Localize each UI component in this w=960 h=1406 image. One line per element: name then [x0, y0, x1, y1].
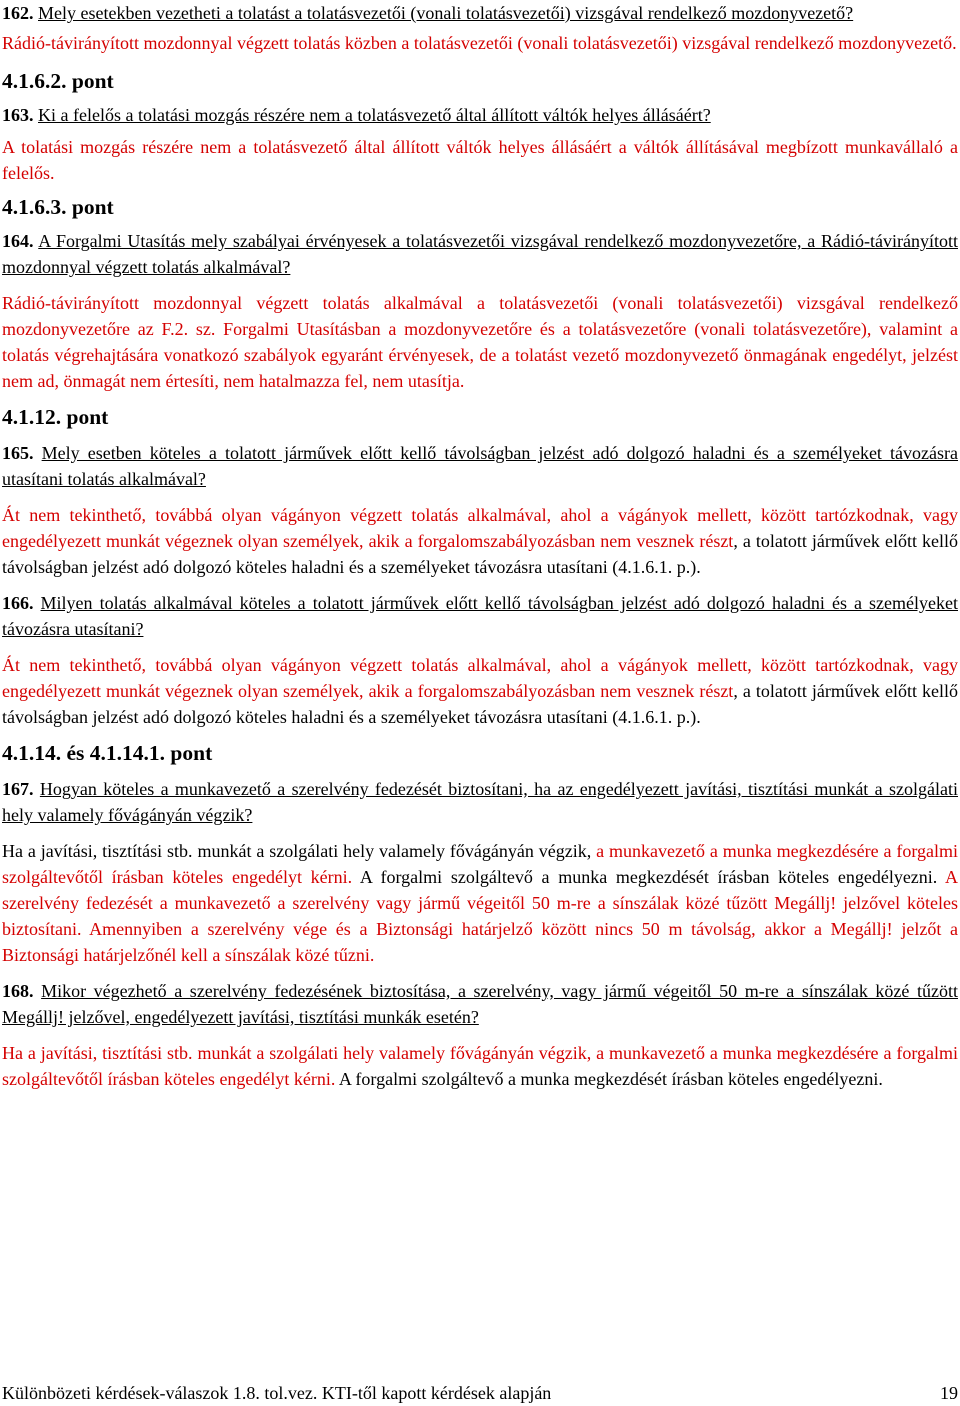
- section-reference: 4.1.6.3. pont: [2, 195, 114, 219]
- answer-text: , a tolatott járművek előtt kellő távolságban jelzést adó dolgozó köteles haladni és a személyeket távozásra utasítani (4.1.6.1. p.).: [2, 681, 958, 727]
- question-number: 163.: [2, 105, 34, 125]
- page-footer: [2, 1381, 958, 1405]
- question-166: [2, 590, 958, 642]
- question-text: Hogyan köteles a munkavezető a szerelvény fedezését biztosítani, ha az engedélyezett javítási, tisztítási munkát a szolgálati hely valamely fővágányán végzik?: [2, 779, 959, 825]
- question-number: 164.: [2, 231, 34, 251]
- question-text: Mikor végezhető a szerelvény fedezésének biztosítása, a szerelvény, vagy jármű végeitől 50 m-re a sínszálak közé tűzött Megállj! jelzővel, engedélyezett javítási, tisztítási munkák esetén?: [2, 981, 958, 1027]
- question-164: [2, 228, 958, 280]
- question-165: [2, 440, 958, 492]
- section-reference: 4.1.14. és 4.1.14.1. pont: [2, 741, 213, 765]
- question-167: [2, 776, 958, 828]
- answer-highlight: Rádió-távirányított mozdonnyal végzett tolatás alkalmával a tolatásvezetői (vonali tolatásvezetői) vizsgával rendelkező mozdonyvezetőre az F.2. sz. Forgalmi Utasításban a mozdonyvezetőre és a tolatásvezetőre (vonali tolatásvezetőre), valamint a tolatás végrehajtására vonatkozó szabályok egyaránt érvényesek, de a tolatást vezető mozdonyvezető önmagának engedélyt, jelzést nem ad, önmagát nem értesíti, nem hatalmazza fel, nem utasítja.: [2, 293, 958, 391]
- question-163: [2, 102, 958, 128]
- question-number: 162.: [2, 3, 34, 23]
- answer-highlight: A tolatási mozgás részére nem a tolatásvezető által állított váltók helyes állásáért a váltók állításával megbízott munkavállaló a felelős.: [2, 137, 958, 183]
- question-text: Ki a felelős a tolatási mozgás részére nem a tolatásvezető által állított váltók helyes állásáért?: [38, 105, 711, 125]
- answer: [2, 652, 958, 730]
- question-number: 165.: [2, 443, 34, 463]
- footer-title: Különbözeti kérdések-válaszok 1.8. tol.vez. KTI-től kapott kérdések alapján: [2, 1383, 552, 1403]
- document-page: [2, 0, 958, 1092]
- answer: [2, 290, 958, 394]
- section-reference: 4.1.6.2. pont: [2, 69, 114, 93]
- answer: [2, 838, 958, 968]
- answer: [2, 1040, 958, 1092]
- answer-text: , a tolatott járművek előtt kellő távolságban jelzést adó dolgozó köteles haladni és a személyeket távozásra utasítani (4.1.6.1. p.).: [2, 531, 958, 577]
- answer-highlight: Át nem tekinthető, továbbá olyan vágányon végzett tolatás alkalmával, ahol a vágányok mellett, között tartózkodnak, vagy engedélyezett munkát végeznek olyan személyek, akik a forgalomszabályozásban nem vesznek részt: [2, 655, 958, 701]
- question-number: 167.: [2, 779, 34, 799]
- answer-highlight: Ha a javítási, tisztítási stb. munkát a szolgálati hely valamely fővágányán végzik, a munkavezető a munka megkezdésére a forgalmi szolgáltevőtől írásban köteles engedélyt kérni.: [2, 1043, 958, 1089]
- section-reference: 4.1.12. pont: [2, 405, 109, 429]
- answer-text: A forgalmi szolgáltevő a munka megkezdését írásban köteles engedélyezni.: [352, 867, 945, 887]
- answer-highlight: Rádió-távirányított mozdonnyal végzett tolatás közben a tolatásvezetői (vonali tolatásvezetői) vizsgával rendelkező mozdonyvezető.: [2, 33, 957, 53]
- answer: [2, 134, 958, 186]
- question-text: Milyen tolatás alkalmával köteles a tolatott járművek előtt kellő távolságban jelzést adó dolgozó haladni és a személyeket távozásra utasítani?: [2, 593, 958, 639]
- page-number: 19: [940, 1383, 958, 1403]
- answer: [2, 502, 958, 580]
- question-text: A Forgalmi Utasítás mely szabályai érvényesek a tolatásvezetői vizsgával rendelkező mozdonyvezetőre, a Rádió-távirányított mozdonnyal végzett tolatás alkalmával?: [2, 231, 958, 277]
- question-text: Mely esetben köteles a tolatott járművek előtt kellő távolságban jelzést adó dolgozó haladni és a személyeket távozásra utasítani tolatás alkalmával?: [2, 443, 959, 489]
- answer-highlight: Át nem tekinthető, továbbá olyan vágányon végzett tolatás alkalmával, ahol a vágányok mellett, között tartózkodnak, vagy engedélyezett munkát végeznek olyan személyek, akik a forgalomszabályozásban nem vesznek részt: [2, 505, 958, 551]
- answer-highlight: A szerelvény fedezését a munkavezető a szerelvény vagy jármű végeitől 50 m-re a sínszálak közé tűzött Megállj! jelzővel köteles biztosítani. Amennyiben a szerelvény vége és a Biztonsági határjelző között nincs 50 m távolság, akkor a Megállj! jelzőt a Biztonsági határjelzőnél kell a sínszálak közé tűzni.: [2, 867, 958, 965]
- answer-text: A forgalmi szolgáltevő a munka megkezdését írásban köteles engedélyezni.: [335, 1069, 883, 1089]
- question-168: [2, 978, 958, 1030]
- question-number: 166.: [2, 593, 34, 613]
- question-162: [2, 0, 958, 26]
- answer-text: Ha a javítási, tisztítási stb. munkát a szolgálati hely valamely fővágányán végzik,: [2, 841, 597, 861]
- answer-highlight: a munkavezető a munka megkezdésére a forgalmi szolgáltevőtől írásban köteles engedélyt kérni.: [2, 841, 959, 887]
- question-number: 168.: [2, 981, 34, 1001]
- question-text: Mely esetekben vezetheti a tolatást a tolatásvezetői (vonali tolatásvezetői) vizsgával rendelkező mozdonyvezető?: [38, 3, 854, 23]
- answer: [2, 30, 958, 56]
